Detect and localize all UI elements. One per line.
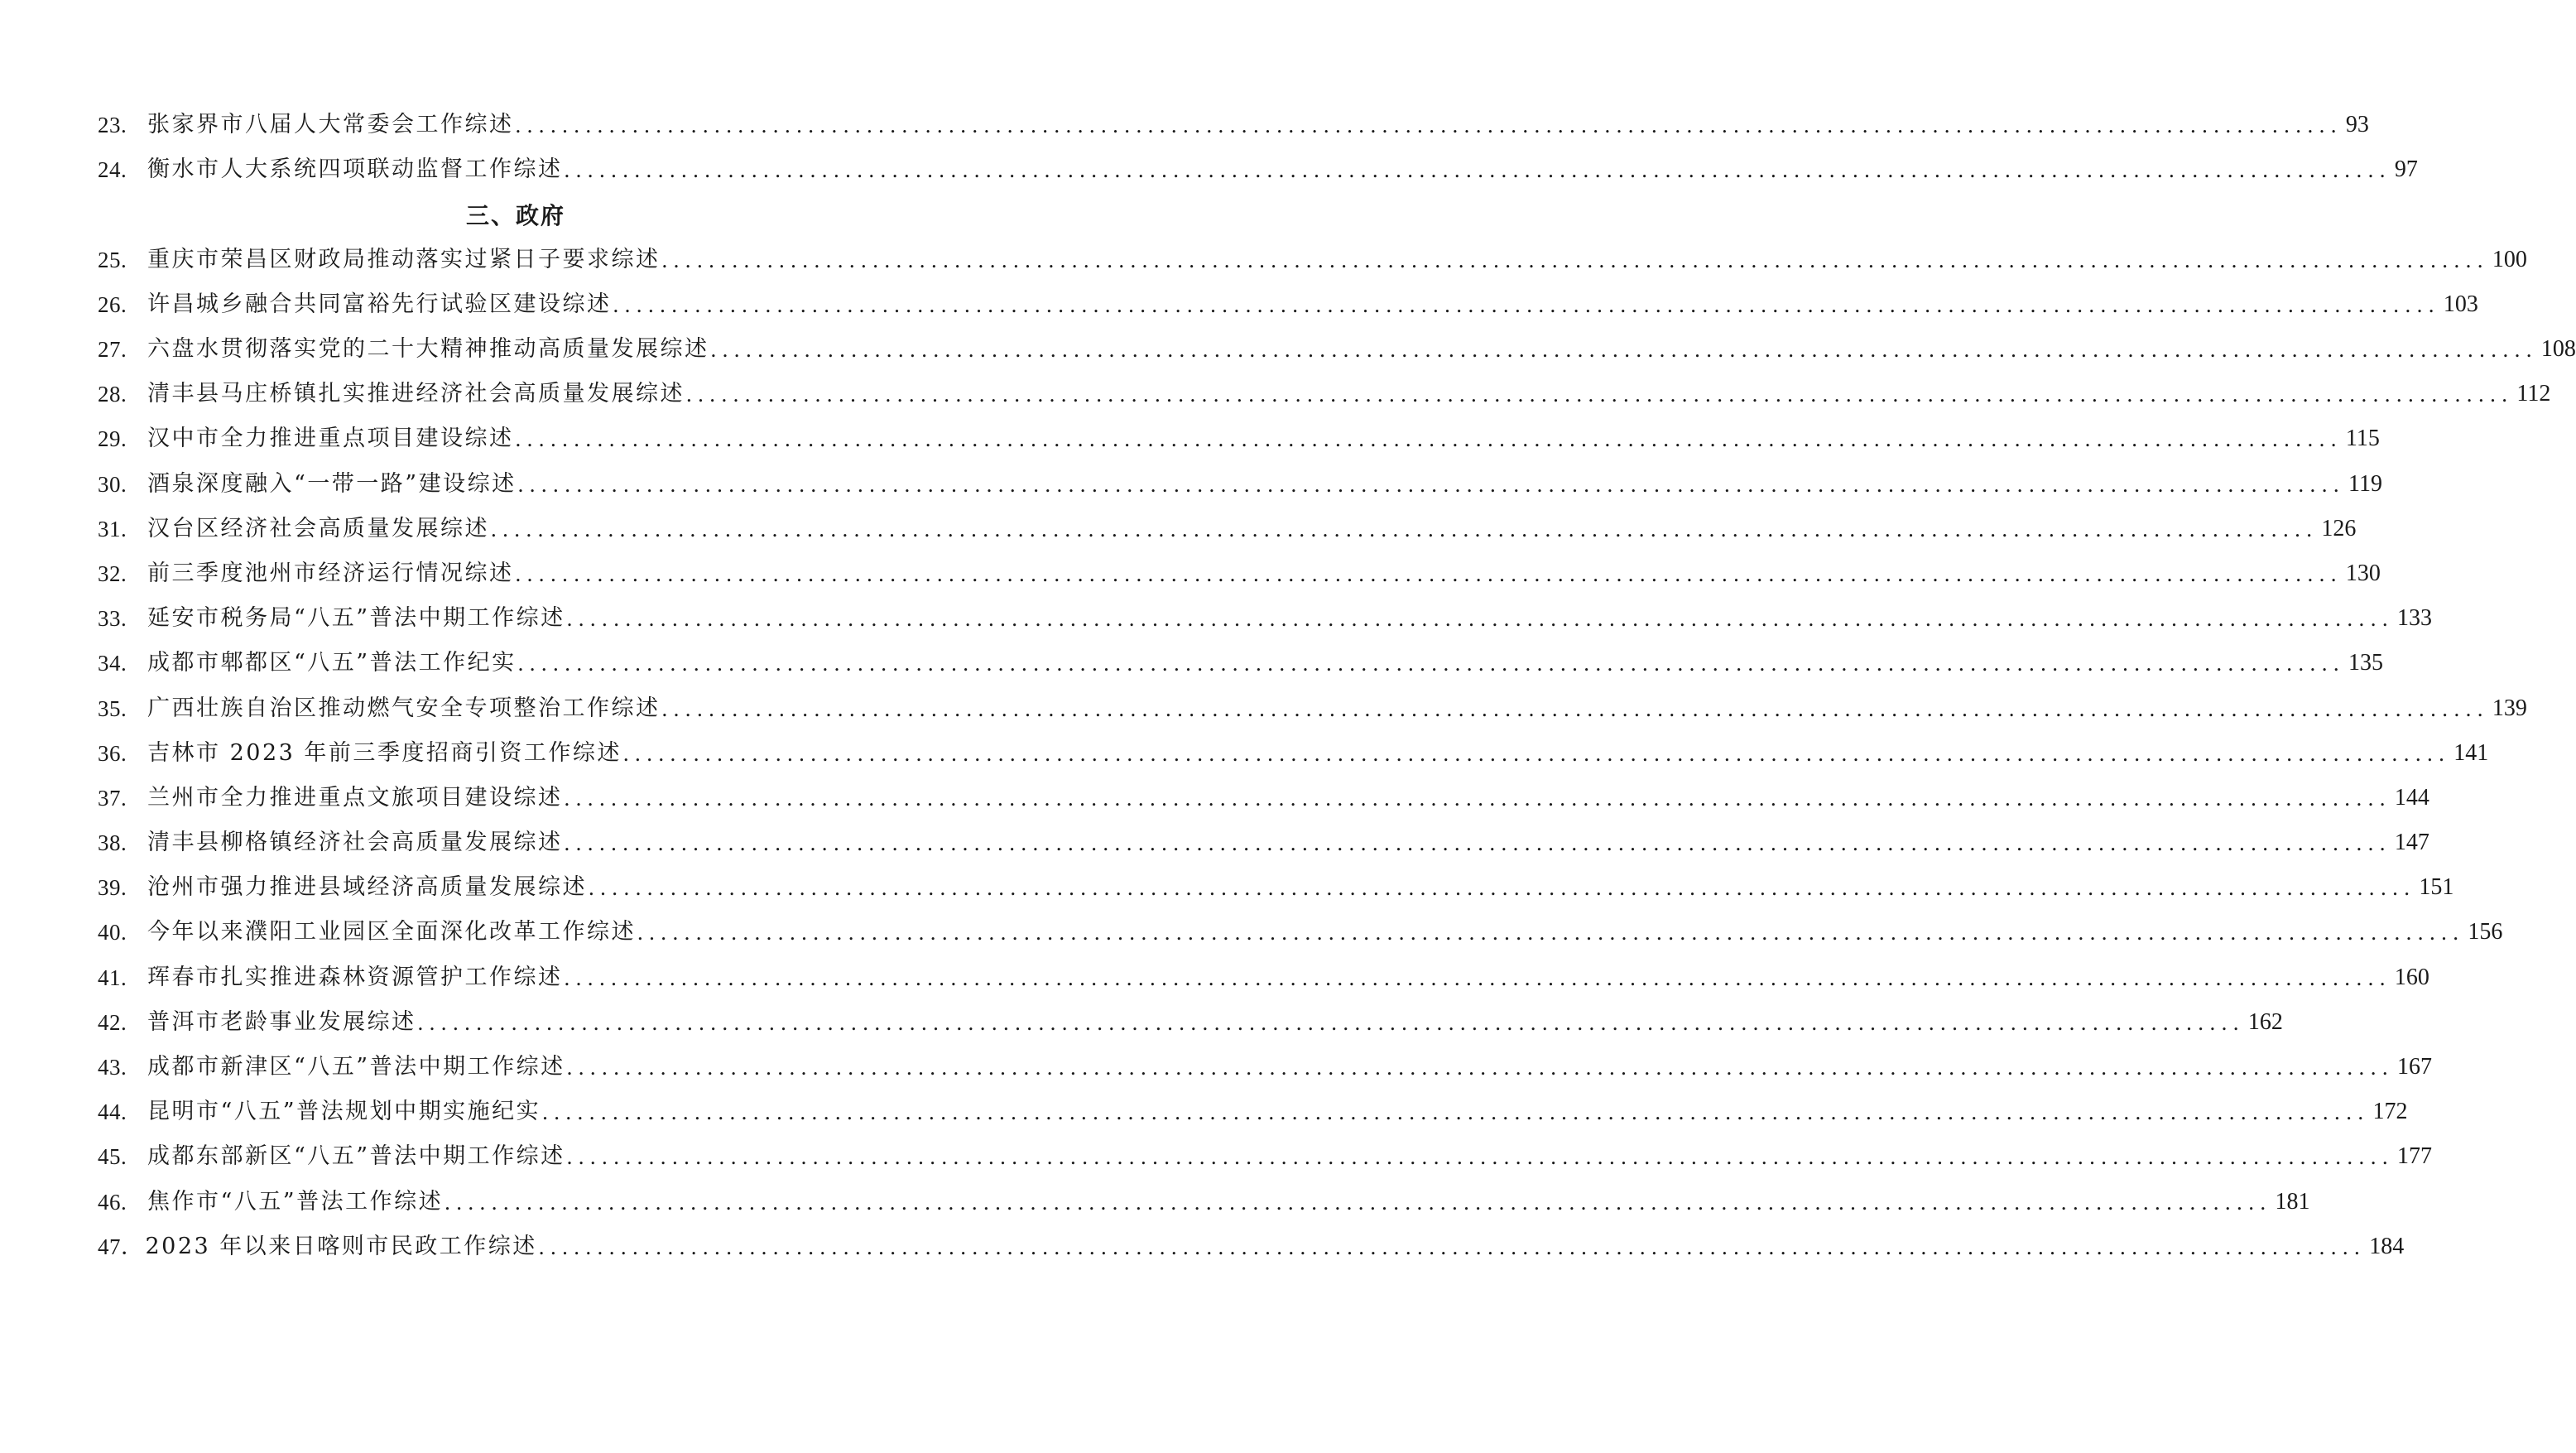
toc-leader-dots: ............................................................................................................................................................ [517, 651, 2346, 676]
toc-entry-number: 44. [98, 1099, 127, 1125]
toc-leader-dots: ............................................................................................................................................................ [661, 247, 2489, 272]
toc-entry-title: 兰州市全力推进重点文旅项目建设综述 [147, 784, 563, 811]
toc-entry-title: 汉中市全力推进重点项目建设综述 [147, 426, 514, 452]
toc-entry-number: 43. [98, 1055, 127, 1080]
toc-leader-dots: ............................................................................................................................................................ [564, 965, 2391, 990]
toc-entry[interactable] [98, 416, 2380, 461]
toc-leader-dots: ............................................................................................................................................................ [566, 1144, 2395, 1170]
toc-entry[interactable] [98, 596, 2433, 641]
toc-leader-dots: ............................................................................................................................................................ [637, 920, 2465, 945]
toc-entry-number: 27. [98, 337, 127, 363]
toc-entry-page: 177 [2397, 1143, 2433, 1170]
toc-entry-title: 吉林市 2023 年前三季度招商引资工作综述 [147, 739, 622, 766]
toc-entry-number: 39. [98, 875, 127, 901]
toc-entry[interactable] [98, 372, 2551, 416]
table-of-contents [98, 103, 2576, 1269]
toc-leader-dots: ............................................................................................................................................................ [417, 1009, 2245, 1035]
toc-entry-page: 156 [2468, 919, 2503, 945]
toc-entry-title: 今年以来濮阳工业园区全面深化改革工作综述 [147, 919, 636, 945]
toc-entry-title: 普洱市老龄事业发展综述 [147, 1008, 416, 1035]
toc-entry-title: 清丰县柳格镇经济社会高质量发展综述 [147, 830, 563, 856]
toc-entry-number: 35. [98, 695, 127, 721]
toc-entry-title: 焦作市“八五”普法工作综述 [147, 1188, 444, 1215]
toc-entry[interactable] [98, 462, 2382, 507]
toc-entry[interactable] [98, 910, 2503, 955]
toc-entry-title: 张家界市八届人大常委会工作综述 [147, 112, 514, 138]
toc-leader-dots: ............................................................................................................................................................ [515, 561, 2343, 586]
toc-entry-number: 26. [98, 291, 127, 317]
toc-entry-number: 40. [98, 920, 127, 945]
toc-entry[interactable] [98, 1000, 2283, 1045]
toc-entry-page: 144 [2394, 784, 2429, 811]
toc-entry[interactable] [98, 1224, 2405, 1269]
toc-entry[interactable] [98, 820, 2429, 865]
toc-entry[interactable] [98, 238, 2527, 282]
toc-entry-page: 130 [2345, 560, 2381, 586]
toc-entry-title: 汉台区经济社会高质量发展综述 [147, 515, 489, 541]
toc-entry-number: 32. [98, 561, 127, 586]
toc-entry-title: 沧州市强力推进县域经济高质量发展综述 [147, 874, 587, 901]
toc-entry[interactable] [98, 1045, 2433, 1090]
toc-leader-dots: ............................................................................................................................................................ [515, 426, 2343, 452]
toc-entry-title: 许昌城乡融合共同富裕先行试验区建设综述 [147, 291, 612, 317]
toc-entry-number: 28. [98, 382, 127, 407]
toc-entry-page: 126 [2321, 515, 2357, 541]
toc-entry-title: 2023 年以来日喀则市民政工作综述 [145, 1233, 537, 1259]
toc-leader-dots: ............................................................................................................................................................ [661, 695, 2489, 721]
toc-entry[interactable] [98, 282, 2478, 327]
toc-entry[interactable] [98, 731, 2489, 776]
toc-entry[interactable] [98, 955, 2429, 1000]
toc-entry-number: 31. [98, 516, 127, 541]
toc-entry-page: 160 [2394, 964, 2429, 990]
toc-leader-dots: ............................................................................................................................................................ [445, 1189, 2272, 1215]
toc-leader-dots: ............................................................................................................................................................ [710, 337, 2538, 363]
toc-entry-number: 23. [98, 113, 127, 138]
toc-entry-page: 167 [2397, 1054, 2433, 1080]
toc-leader-dots: ............................................................................................................................................................ [566, 606, 2395, 632]
toc-leader-dots: ............................................................................................................................................................ [491, 516, 2319, 541]
toc-entry-title: 成都市郫都区“八五”普法工作纪实 [147, 650, 517, 676]
toc-entry-title: 六盘水贯彻落实党的二十大精神推动高质量发展综述 [147, 336, 709, 363]
toc-entry-title: 昆明市“八五”普法规划中期实施纪实 [147, 1099, 541, 1125]
toc-entry-page: 147 [2394, 830, 2429, 856]
toc-entry-page: 112 [2516, 381, 2551, 407]
toc-entry[interactable] [98, 865, 2454, 910]
toc-entry[interactable] [98, 551, 2381, 596]
toc-entry[interactable] [98, 1180, 2310, 1224]
toc-entry-page: 108 [2540, 336, 2576, 363]
toc-entry-number: 47． [98, 1234, 144, 1259]
toc-leader-dots: ............................................................................................................................................................ [538, 1234, 2367, 1259]
toc-entry-title: 衡水市人大系统四项联动监督工作综述 [147, 156, 563, 183]
toc-leader-dots: ............................................................................................................................................................ [566, 1055, 2395, 1080]
toc-entry-title: 延安市税务局“八五”普法中期工作综述 [147, 605, 565, 632]
toc-entry-number: 41. [98, 965, 127, 990]
toc-entry-number: 29. [98, 426, 127, 452]
toc-entry-number: 42. [98, 1009, 127, 1035]
toc-entry-title: 珲春市扎实推进森林资源管护工作综述 [147, 964, 563, 990]
toc-entry-page: 93 [2345, 112, 2369, 138]
toc-leader-dots: ............................................................................................................................................................ [515, 113, 2343, 138]
toc-leader-dots: ............................................................................................................................................................ [613, 291, 2440, 317]
toc-leader-dots: ............................................................................................................................................................ [686, 382, 2514, 407]
toc-entry[interactable] [98, 327, 2576, 372]
toc-entry-number: 33. [98, 606, 127, 632]
toc-entry-title: 成都市新津区“八五”普法中期工作综述 [147, 1054, 565, 1080]
toc-entry-page: 100 [2492, 246, 2527, 272]
toc-leader-dots: ............................................................................................................................................................ [564, 157, 2391, 183]
toc-leader-dots: ............................................................................................................................................................ [622, 740, 2451, 766]
toc-entry-number: 30. [98, 471, 127, 497]
toc-entry-page: 141 [2453, 739, 2489, 766]
toc-entry-page: 184 [2369, 1233, 2405, 1259]
toc-entry-number: 24. [98, 157, 127, 183]
toc-entry-page: 103 [2443, 291, 2478, 317]
toc-entry-number: 45. [98, 1144, 127, 1170]
toc-entry-number: 25. [98, 247, 127, 272]
toc-entry-page: 162 [2247, 1008, 2283, 1035]
toc-entry-page: 133 [2397, 605, 2433, 632]
toc-entry-title: 成都东部新区“八五”普法中期工作综述 [147, 1143, 565, 1170]
toc-entry-title: 清丰县马庄桥镇扎实推进经济社会高质量发展综述 [147, 381, 685, 407]
toc-entry[interactable] [98, 776, 2429, 820]
toc-entry[interactable] [98, 1090, 2408, 1134]
toc-entry[interactable] [98, 686, 2527, 730]
toc-leader-dots: ............................................................................................................................................................ [564, 785, 2391, 811]
toc-entry[interactable] [98, 103, 2369, 147]
toc-entry-page: 139 [2492, 695, 2527, 721]
toc-entry-page: 115 [2345, 426, 2380, 452]
toc-entry-page: 181 [2275, 1188, 2310, 1215]
toc-entry[interactable] [98, 507, 2357, 551]
toc-leader-dots: ............................................................................................................................................................ [542, 1099, 2370, 1125]
toc-entry-number: 46. [98, 1189, 127, 1215]
toc-entry-page: 135 [2348, 650, 2384, 676]
toc-entry-title: 重庆市荣昌区财政局推动落实过紧日子要求综述 [147, 246, 661, 272]
toc-entry-page: 151 [2419, 874, 2454, 901]
toc-entry-title: 广西壮族自治区推动燃气安全专项整治工作综述 [147, 695, 661, 721]
toc-entry[interactable] [98, 641, 2384, 686]
toc-entry-page: 119 [2348, 470, 2382, 497]
toc-entry-page: 172 [2372, 1099, 2408, 1125]
toc-entry-number: 38. [98, 830, 127, 856]
toc-entry-number: 36. [98, 740, 127, 766]
toc-entry[interactable] [98, 147, 2418, 192]
toc-entry-page: 97 [2394, 156, 2418, 183]
toc-entry[interactable] [98, 1134, 2433, 1179]
toc-entry-title: 前三季度池州市经济运行情况综述 [147, 560, 514, 586]
toc-leader-dots: ............................................................................................................................................................ [589, 875, 2416, 901]
section-heading: 三、政府 [465, 202, 565, 230]
toc-entry-number: 34. [98, 651, 127, 676]
toc-leader-dots: ............................................................................................................................................................ [564, 830, 2391, 856]
toc-leader-dots: ............................................................................................................................................................ [517, 471, 2346, 497]
toc-entry-number: 37. [98, 785, 127, 811]
toc-entry-title: 酒泉深度融入“一带一路”建设综述 [147, 470, 517, 497]
